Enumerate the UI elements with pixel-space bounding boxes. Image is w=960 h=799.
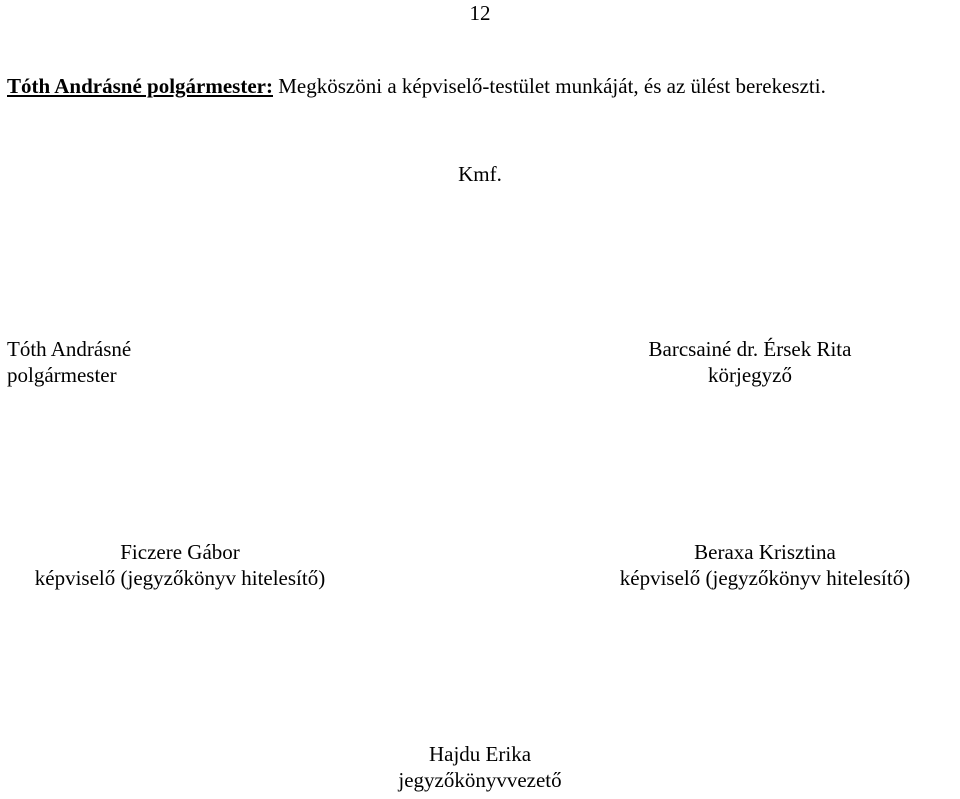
signature-name: Tóth Andrásné [7,337,132,361]
kmf-label: Kmf. [458,162,502,186]
page-number: 12 [469,1,491,25]
signature-name: Ficzere Gábor [120,540,240,564]
signature-notary [620,336,880,389]
signature-verifier-1 [0,539,360,592]
closing-paragraph [7,73,954,99]
signature-title: jegyzőkönyvvezető [398,768,562,793]
speaker-label: Tóth Andrásné polgármester: [7,74,273,98]
signature-name: Beraxa Krisztina [694,540,836,564]
closing-text: Megköszöni a képviselő-testület munkáját, és az ülést berekeszti. [278,74,826,98]
signature-title: körjegyző [708,363,792,388]
signature-mayor [7,336,131,389]
signature-name: Hajdu Erika [428,742,532,766]
signature-title: polgármester [7,363,117,388]
signature-name: Barcsainé dr. Érsek Rita [648,337,852,361]
signature-title: képviselő (jegyzőkönyv hitelesítő) [619,566,911,591]
signature-recorder [330,741,630,794]
signature-verifier-2 [583,539,947,592]
signature-title: képviselő (jegyzőkönyv hitelesítő) [34,566,326,591]
